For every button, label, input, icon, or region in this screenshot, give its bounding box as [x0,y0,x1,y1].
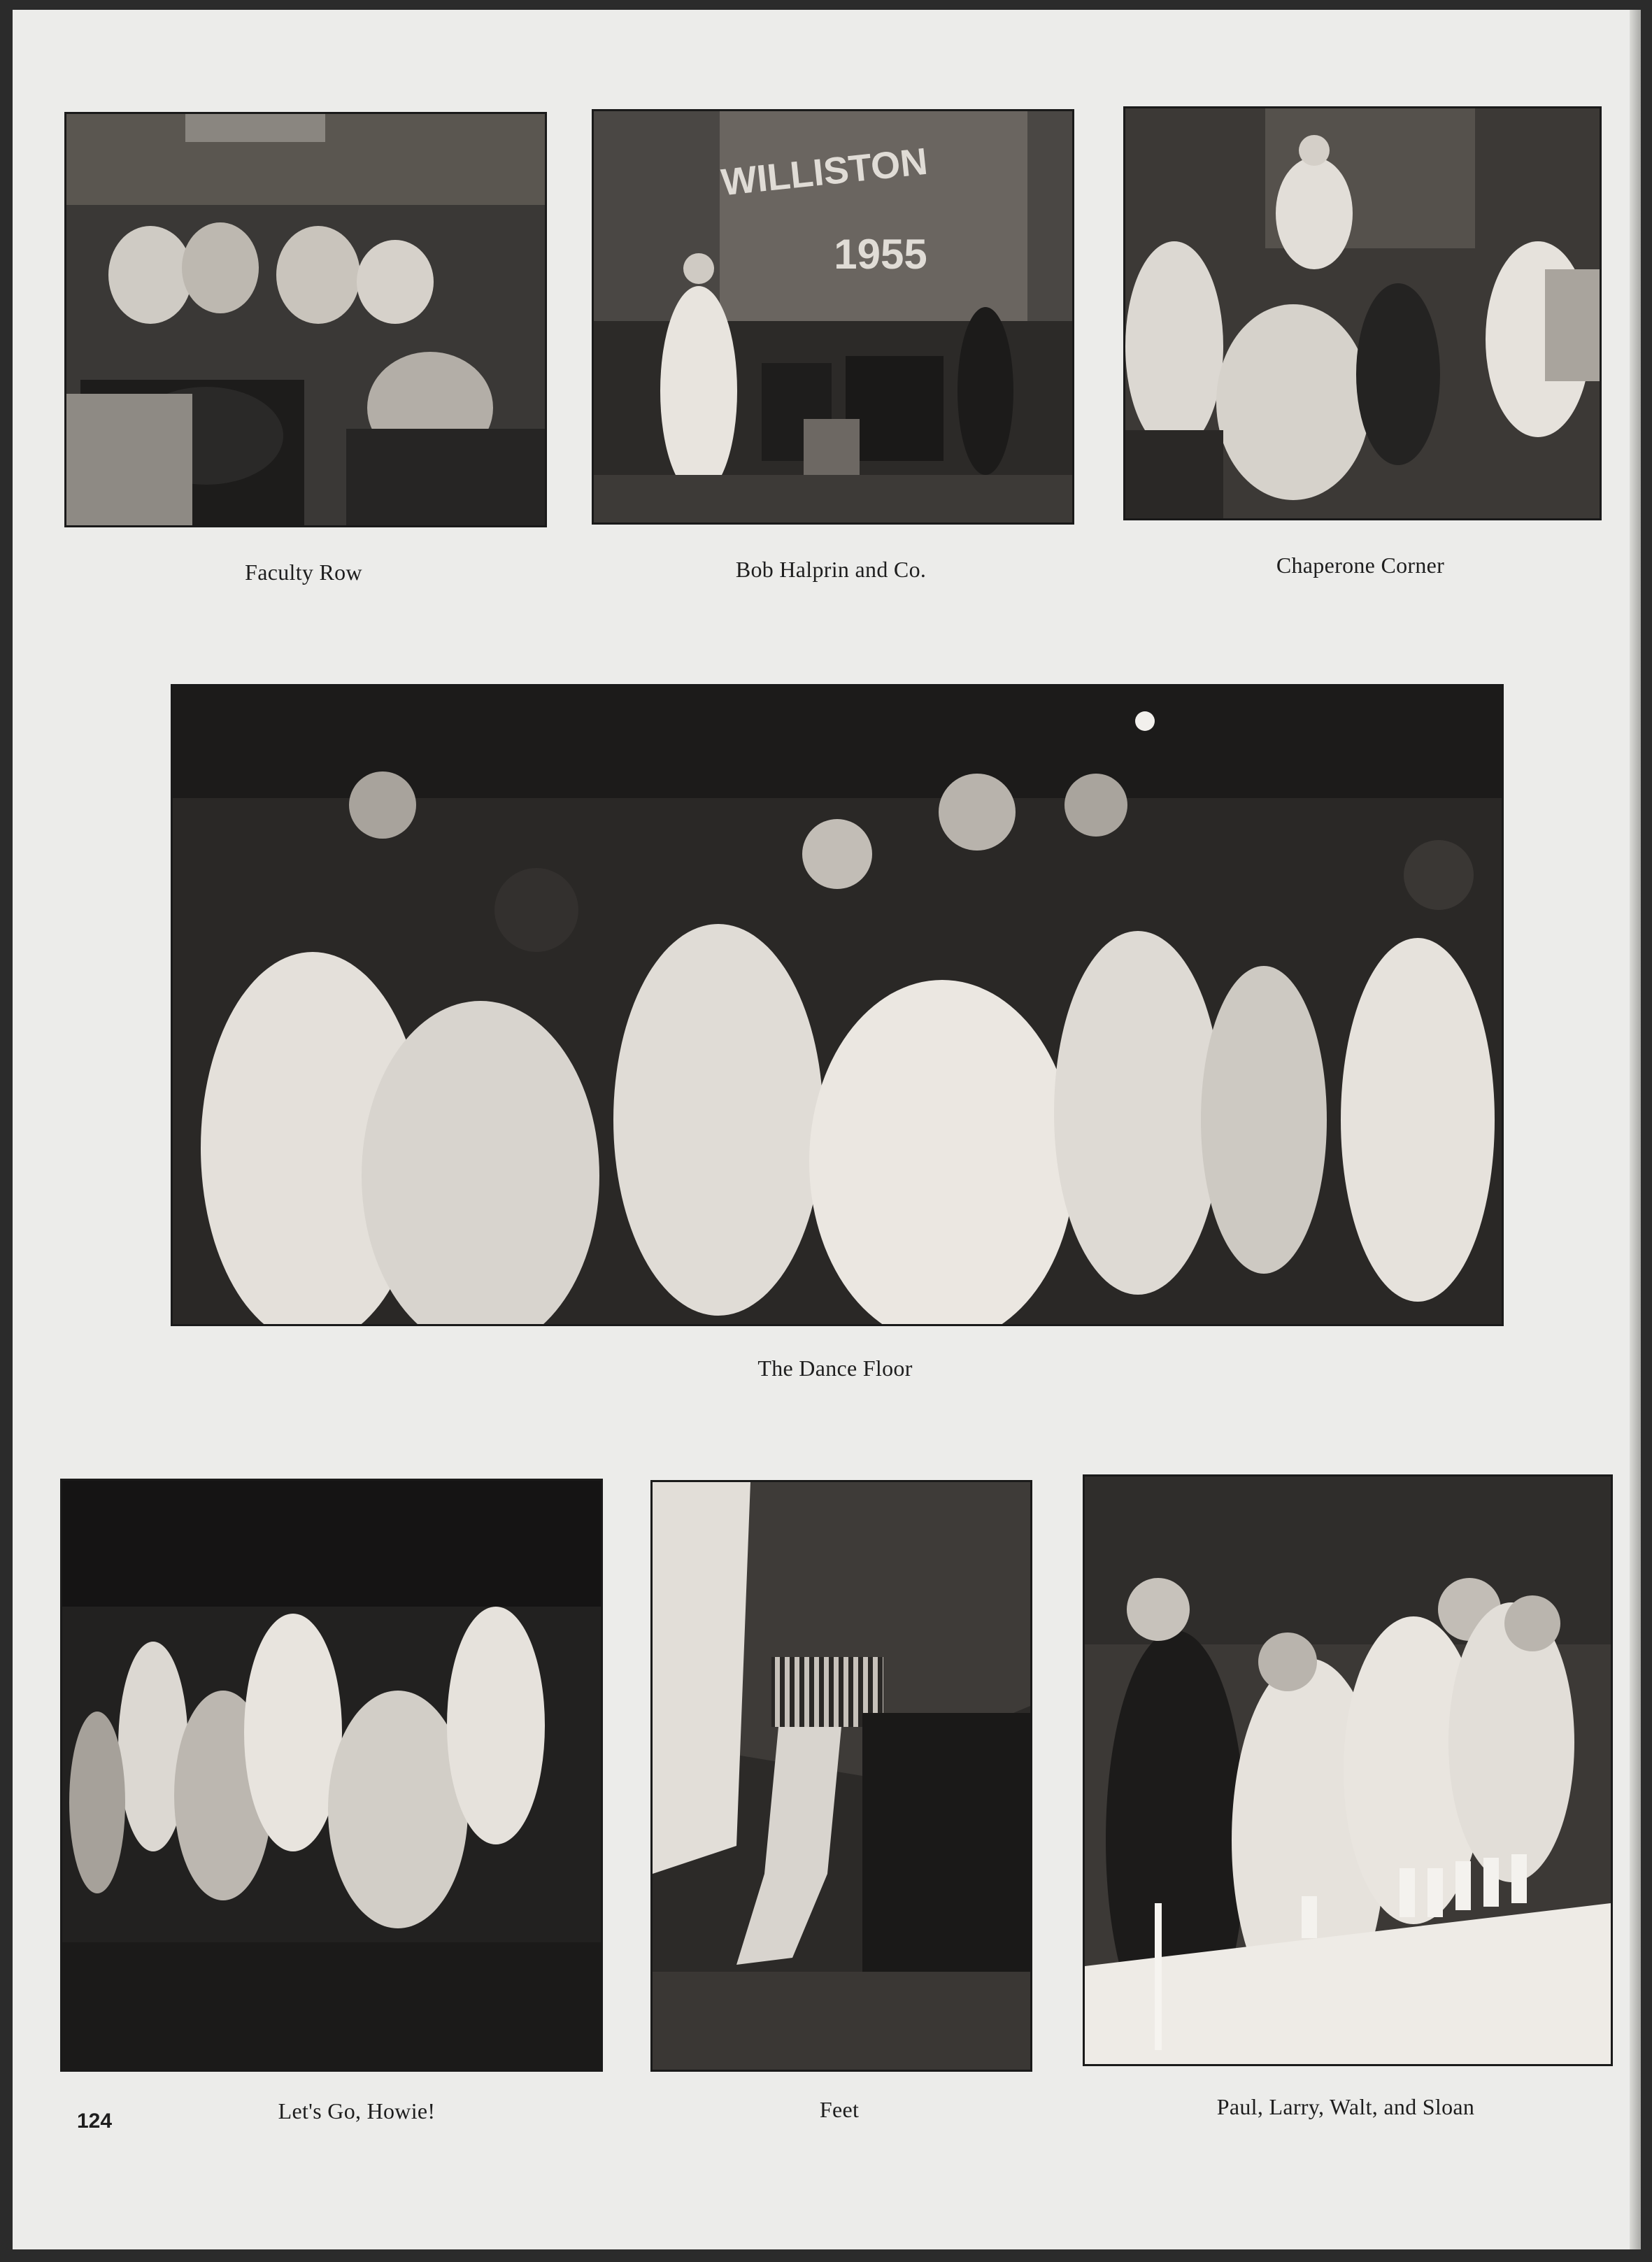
scan-edge [1630,10,1641,2249]
caption-feet: Feet [819,2097,860,2122]
caption-refreshments: Paul, Larry, Walt, and Sloan [1216,2094,1475,2119]
banner-text-year: 1955 [834,231,927,278]
caption-bob-halprin: Bob Halprin and Co. [735,557,927,582]
photo-chaperone-corner [1123,106,1602,520]
page-number: 124 [77,2110,113,2133]
photo-bob-halprin [592,109,1074,525]
photo-lets-go-howie [60,1479,603,2072]
caption-chaperone-corner: Chaperone Corner [1276,553,1445,578]
photo-refreshments [1083,1474,1613,2066]
caption-dance-floor: The Dance Floor [757,1356,913,1381]
photo-faculty-row [64,112,547,527]
photo-dance-floor [171,684,1504,1326]
caption-faculty-row: Faculty Row [245,560,362,585]
photo-feet [650,1480,1032,2072]
caption-lets-go-howie: Let's Go, Howie! [278,2098,436,2124]
banner-text-williston: WILLISTON [719,140,930,204]
